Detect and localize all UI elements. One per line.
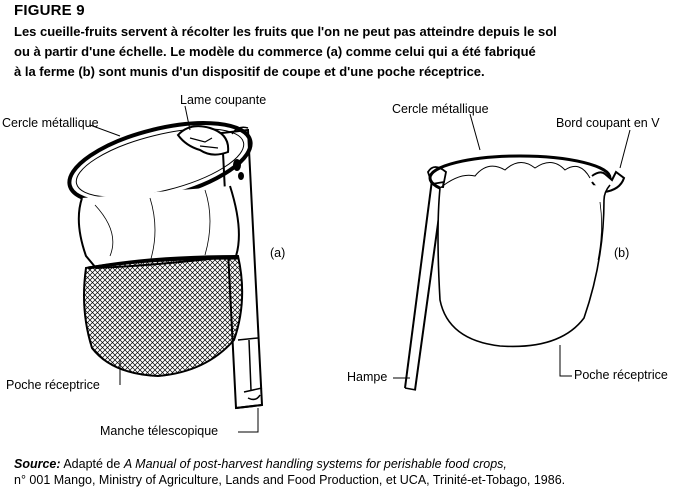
label-tag-a: (a) [270,246,286,260]
source-text: Adapté de [60,457,124,471]
label-hampe: Hampe [347,370,388,384]
leader-poche-b [560,345,572,376]
source-title: A Manual of post-harvest handling systems for perishable food crops, [123,457,507,471]
label-lame-coupante: Lame coupante [180,93,267,107]
label-cercle-metallique-b: Cercle métallique [392,102,489,116]
label-tag-b: (b) [614,246,630,260]
leader-lame [185,106,190,130]
source-line-1 [14,457,507,471]
label-bord-coupant: Bord coupant en V [556,116,660,130]
leader-bord [620,130,630,168]
label-poche-receptrice-a: Poche réceptrice [6,378,100,392]
cutting-blade [178,126,228,154]
label-manche-telescopique: Manche télescopique [100,424,219,438]
fruit-picker-b-icon [393,114,630,390]
leader-cercle-b [470,114,480,150]
figure-title: FIGURE 9 [14,2,85,19]
leader-manche [238,408,258,432]
label-cercle-metallique-a: Cercle métallique [2,116,99,130]
caption-line-2: ou à partir d'une échelle. Le modèle du commerce (a) comme celui qui a été fabriqué [14,44,536,59]
caption-line-1: Les cueille-fruits servent à récolter les fruits que l'on ne peut pas atteindre depuis le sol [14,24,557,39]
source-prefix: Source: [14,457,61,471]
bag-b [438,185,610,346]
label-poche-receptrice-b: Poche réceptrice [574,368,668,382]
bag-net-a [84,256,242,376]
caption-line-3: à la ferme (b) sont munis d'un dispositif de coupe et d'une poche réceptrice. [14,64,485,79]
source-line-2: n° 001 Mango, Ministry of Agriculture, Lands and Food Production, et UCA, Trinité-et-Tobago, 1986. [14,473,566,487]
